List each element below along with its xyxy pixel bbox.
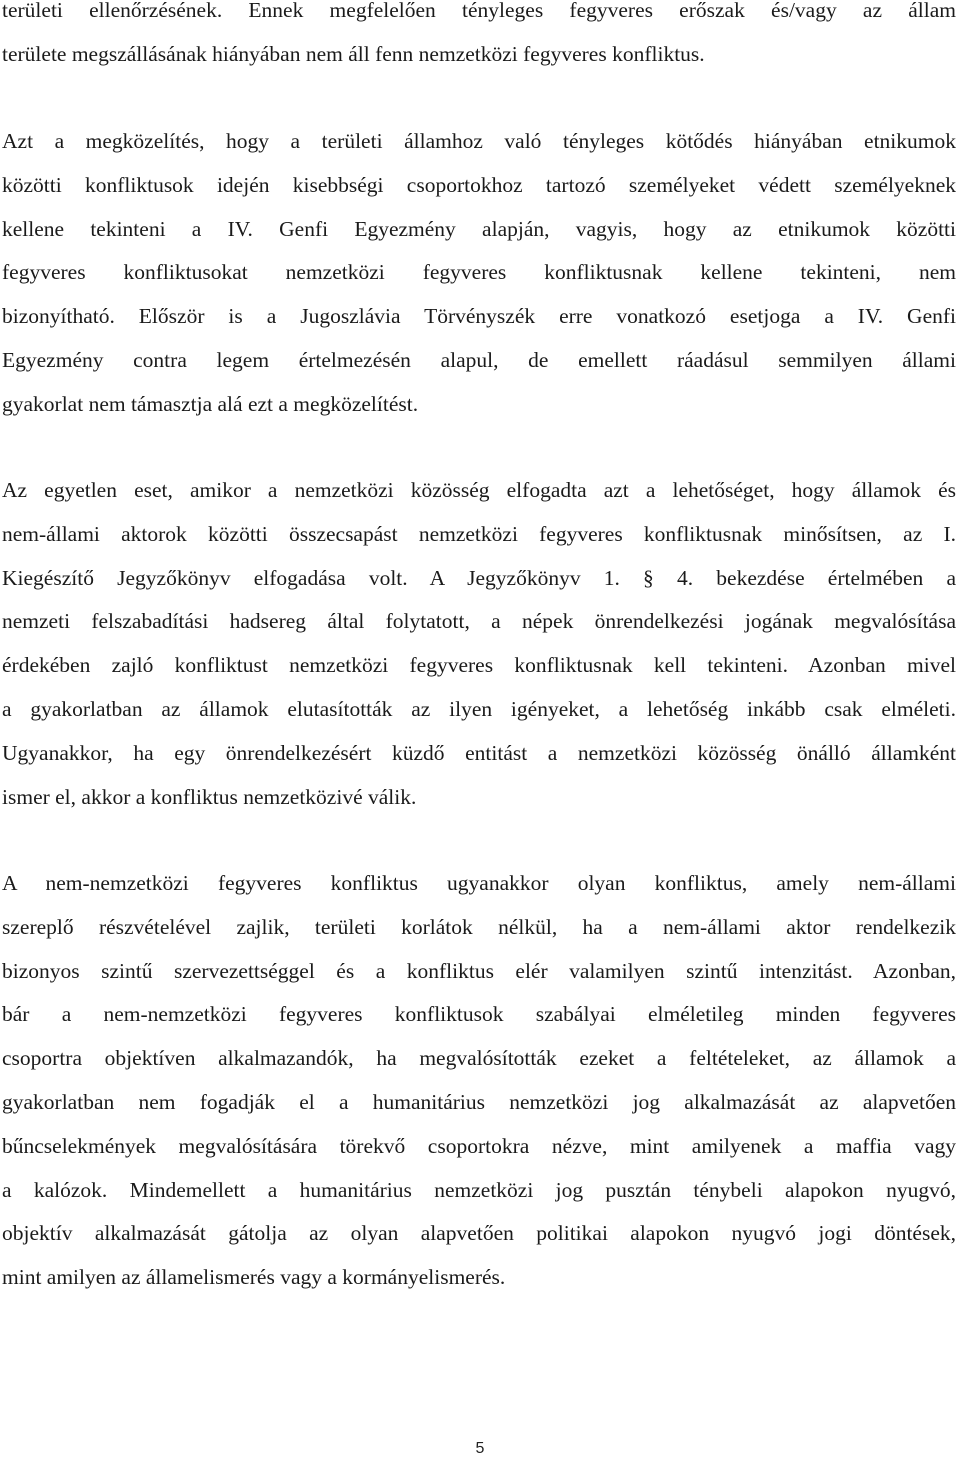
- paragraph-1: [2, 0, 956, 77]
- text-line: kellene tekinteni a IV. Genfi Egyezmény alapján, vagyis, hogy az etnikumok közötti: [2, 216, 956, 241]
- text-line: mint amilyen az államelismerés vagy a kormányelismerés.: [2, 1265, 506, 1290]
- text-line: nem-állami aktorok közötti összecsapást nemzetközi fegyveres konfliktusnak minősítsen, az I.: [2, 521, 956, 546]
- paragraph-4: [2, 862, 956, 1300]
- text-line: bizonyos szintű szervezettséggel és a konfliktus elér valamilyen szintű intenzitást. Azonban,: [2, 958, 956, 983]
- text-line: csoportra objektíven alkalmazandók, ha megvalósították ezeket a feltételeket, az államok a: [2, 1046, 956, 1071]
- text-line: fegyveres konfliktusokat nemzetközi fegyveres konfliktusnak kellene tekinteni, nem: [2, 260, 956, 285]
- text-line: a kalózok. Mindemellett a humanitárius nemzetközi jog pusztán ténybeli alapokon nyugvó,: [2, 1177, 956, 1202]
- text-line: Az egyetlen eset, amikor a nemzetközi közösség elfogadta azt a lehetőséget, hogy államok és: [2, 478, 956, 502]
- text-line: bizonyítható. Először is a Jugoszlávia Törvényszék erre vonatkozó esetjoga a IV. Genfi: [2, 304, 956, 329]
- text-line: területi ellenőrzésének. Ennek megfelelően tényleges fegyveres erőszak és/vagy az állam: [2, 0, 956, 22]
- text-line: közötti konfliktusok idején kisebbségi csoportokhoz tartozó személyeket védett személyeknek: [2, 172, 956, 197]
- text-line: területe megszállásának hiányában nem áll fenn nemzetközi fegyveres konfliktus.: [2, 41, 705, 66]
- text-line: bűncselekmények megvalósítására törekvő csoportokra nézve, mint amilyenek a maffia vagy: [2, 1133, 956, 1158]
- paragraph-2: [2, 120, 956, 427]
- text-line: a gyakorlatban az államok elutasították az ilyen igényeket, a lehetőség inkább csak elméleti.: [2, 696, 956, 721]
- text-line: gyakorlatban nem fogadják el a humanitárius nemzetközi jog alkalmazását az alapvetően: [2, 1089, 956, 1114]
- text-line: nemzeti felszabadítási hadsereg által folytatott, a népek önrendelkezési jogának megvalósítása: [2, 609, 956, 634]
- text-line: Kiegészítő Jegyzőkönyv elfogadása volt. A Jegyzőkönyv 1. § 4. bekezdése értelmében a: [2, 565, 956, 590]
- text-line: objektív alkalmazását gátolja az olyan alapvetően politikai alapokon nyugvó jogi döntések,: [2, 1221, 956, 1246]
- paragraph-3: [2, 469, 956, 819]
- text-line: A nem-nemzetközi fegyveres konfliktus ugyanakkor olyan konfliktus, amely nem-állami: [2, 871, 956, 895]
- text-line: érdekében zajló konfliktust nemzetközi fegyveres konfliktusnak kell tekinteni. Azonban mivel: [2, 653, 956, 678]
- page-number: 5: [475, 1440, 485, 1457]
- text-line: bár a nem-nemzetközi fegyveres konfliktusok szabályai elméletileg minden fegyveres: [2, 1002, 956, 1027]
- text-line: Egyezmény contra legem értelmezésén alapul, de emellett ráadásul semmilyen állami: [2, 347, 956, 372]
- text-line: Azt a megközelítés, hogy a területi államhoz való tényleges kötődés hiányában etnikumok: [2, 129, 956, 153]
- text-line: gyakorlat nem támasztja alá ezt a megközelítést.: [2, 391, 419, 416]
- text-line: Ugyanakkor, ha egy önrendelkezésért küzdő entitást a nemzetközi közösség önálló államként: [2, 740, 956, 765]
- text-line: szereplő részvételével zajlik, területi korlátok nélkül, ha a nem-állami aktor rendelkezik: [2, 914, 956, 939]
- text-line: ismer el, akkor a konfliktus nemzetközivé válik.: [2, 784, 417, 809]
